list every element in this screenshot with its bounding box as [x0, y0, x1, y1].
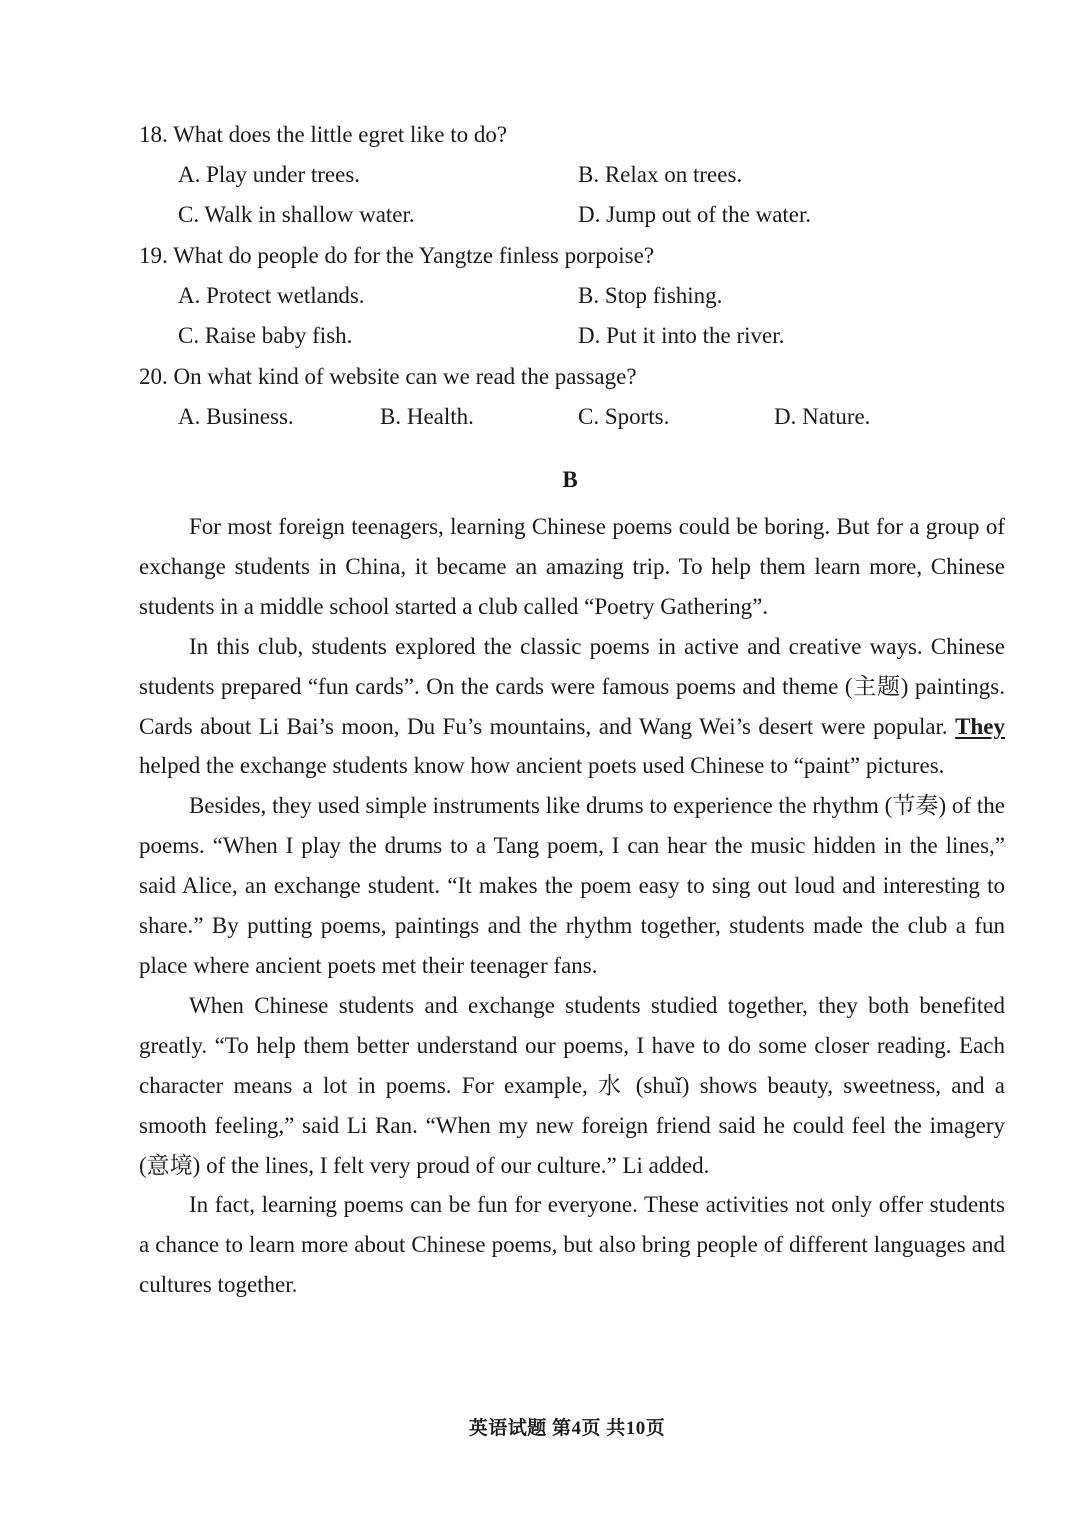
- underlined-word-they: They: [955, 713, 1005, 739]
- question-19-option-c: C. Raise baby fish.: [178, 323, 353, 348]
- question-20-option-a: A. Business.: [178, 404, 294, 429]
- paragraph-2-text-after: helped the exchange students know how ancient poets used Chinese to “paint” pictures.: [139, 753, 945, 779]
- question-20-option-d: D. Nature.: [774, 404, 871, 429]
- question-18-option-c: C. Walk in shallow water.: [178, 202, 415, 227]
- question-18-option-d: D. Jump out of the water.: [578, 202, 812, 227]
- passage-paragraph-3: Besides, they used simple instruments like drums to experience the rhythm (节奏) of the poems. “When I play the drums to a Tang poem, I can hear the music hidden in the lines,” said Alice, an exchange student. “It makes the poem easy to sing out loud and interesting to share.” By putting poems, paintings and the rhythm together, students made the club a fun place where ancient poets met their teenager fans.: [139, 793, 1005, 978]
- question-19-option-a: A. Protect wetlands.: [178, 283, 365, 308]
- question-19-option-d: D. Put it into the river.: [578, 323, 785, 348]
- passage-paragraph-1: For most foreign teenagers, learning Chinese poems could be boring. But for a group of exchange students in China, it became an amazing trip. To help them learn more, Chinese students in a middle school started a club called “Poetry Gathering”.: [139, 514, 1005, 619]
- paragraph-2-text-before: In this club, students explored the classic poems in active and creative ways. Chinese students prepared “fun cards”. On the cards were famous poems and theme (主题) paintings. Cards about Li Bai’s moon, Du Fu’s mountains, and Wang Wei’s desert were popular.: [139, 633, 1005, 739]
- passage-paragraph-4: When Chinese students and exchange students studied together, they both benefited greatly. “To help them better understand our poems, I have to do some closer reading. Each character means a lot in poems. For example, 水 (shuǐ) shows beauty, sweetness, and a smooth feeling,” said Li Ran. “When my new foreign friend said he could feel the imagery (意境) of the lines, I felt very proud of our culture.” Li added.: [139, 992, 1005, 1178]
- page-footer: 英语试题 第4页 共10页: [468, 1418, 666, 1439]
- passage-paragraph-2: [139, 627, 1005, 787]
- question-19-option-b: B. Stop fishing.: [578, 283, 723, 308]
- passage-paragraph-5: In fact, learning poems can be fun for everyone. These activities not only offer students a chance to learn more about Chinese poems, but also bring people of different languages and cultures together.: [139, 1192, 1005, 1298]
- question-20-stem: 20. On what kind of website can we read the passage?: [139, 364, 637, 389]
- question-20-option-c: C. Sports.: [578, 404, 670, 429]
- section-b-title: B: [562, 467, 578, 492]
- question-20-option-b: B. Health.: [380, 404, 474, 429]
- reading-passage: [139, 507, 1005, 1305]
- question-18-option-b: B. Relax on trees.: [578, 162, 743, 187]
- question-18-option-a: A. Play under trees.: [178, 162, 361, 187]
- question-19-stem: 19. What do people do for the Yangtze finless porpoise?: [139, 243, 655, 268]
- question-18-stem: 18. What does the little egret like to do?: [139, 122, 508, 147]
